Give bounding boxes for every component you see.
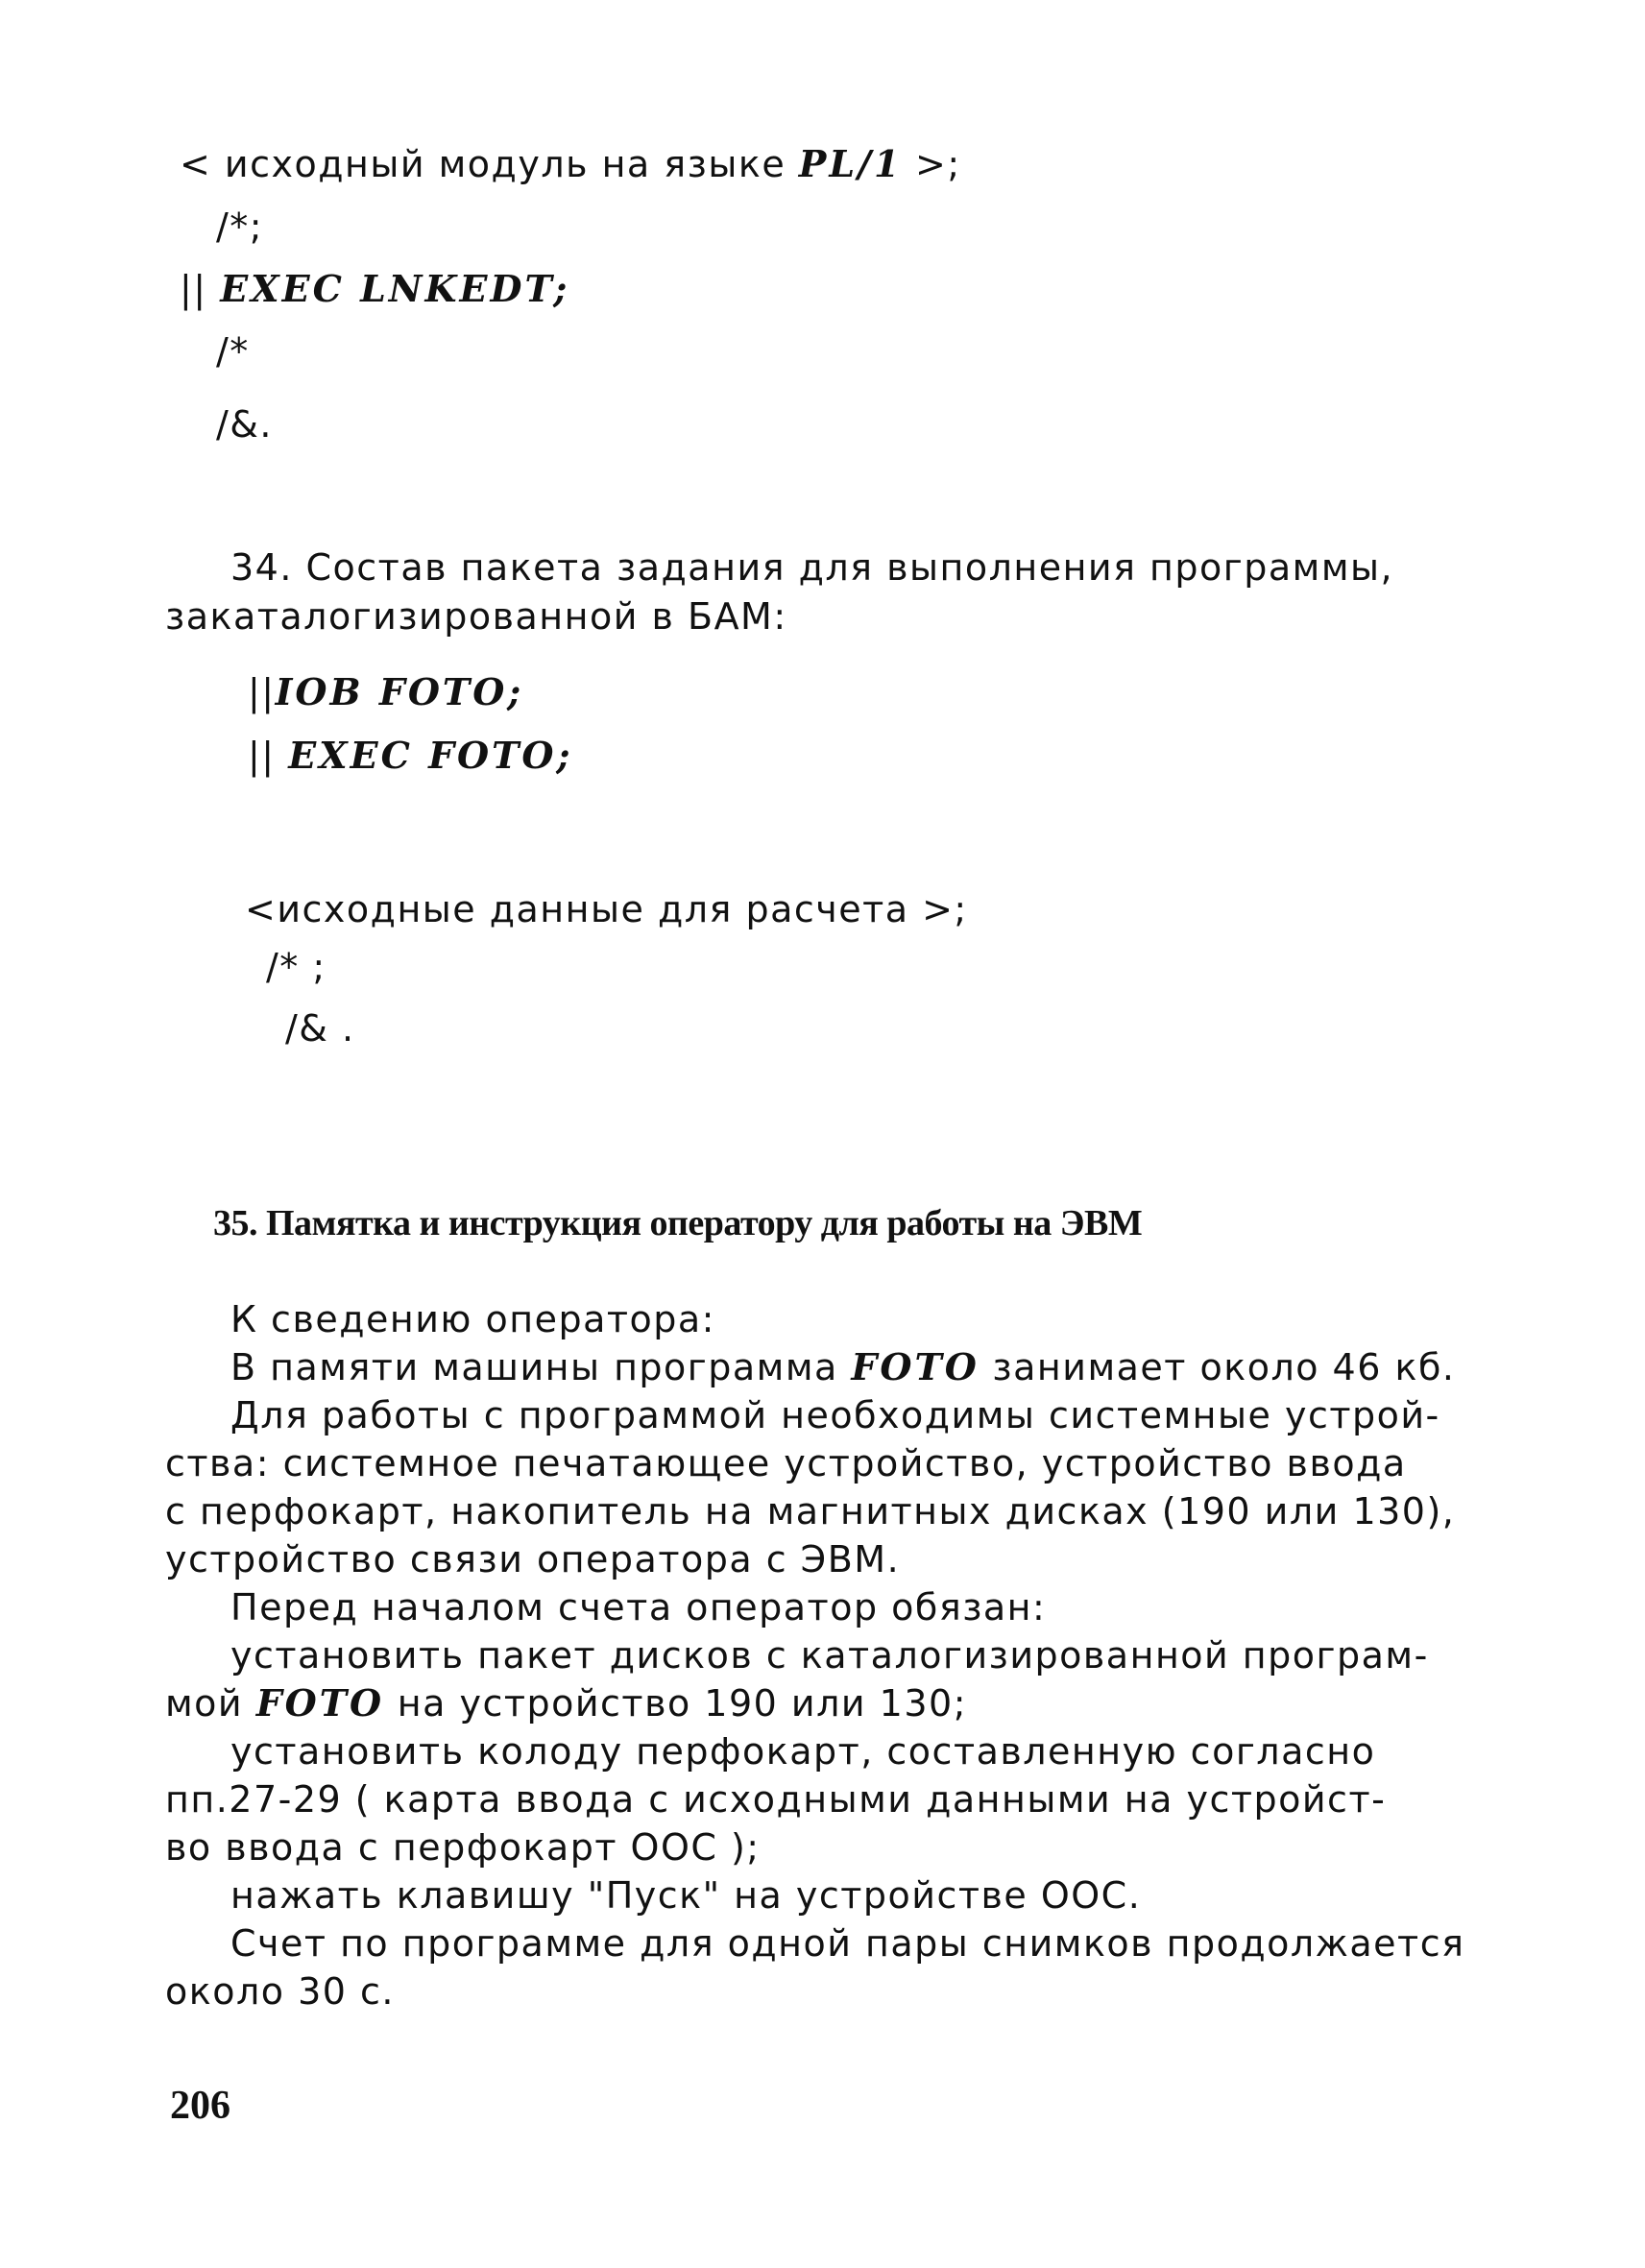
program-name: FOTO: [255, 1681, 385, 1725]
code-line: <исходные данные для расчета >;: [245, 888, 968, 930]
program-name: FOTO: [851, 1345, 980, 1388]
code-line: [180, 267, 570, 310]
code-line: /& .: [285, 1007, 355, 1050]
code-text: ||: [248, 735, 289, 777]
code-text: ||: [180, 268, 221, 310]
code-line: /*: [216, 330, 250, 373]
code-text: < исходный модуль на языке: [180, 143, 799, 185]
paragraph-line: [230, 1345, 1456, 1388]
paragraph-line: около 30 с.: [165, 1970, 395, 2013]
section-35-heading: 35. Памятка и инструкция оператору для работы на ЭВМ: [213, 1203, 1143, 1243]
code-line: /* ;: [266, 946, 327, 988]
paragraph-line: во ввода с перфокарт ООС );: [165, 1826, 761, 1869]
paragraph-line: ства: системное печатающее устройство, устройство ввода: [165, 1442, 1407, 1484]
paragraph-text: В памяти машины программа: [230, 1346, 852, 1388]
paragraph-line: с перфокарт, накопитель на магнитных дисках (190 или 130),: [165, 1490, 1456, 1532]
paragraph-line: [165, 1681, 967, 1725]
paragraph-text: занимает около 46 кб.: [979, 1346, 1456, 1388]
code-line: /*;: [216, 205, 264, 248]
paragraph-line: Перед началом счета оператор обязан:: [230, 1586, 1047, 1629]
code-text: ||: [248, 671, 276, 713]
code-keyword: EXEC FOTO;: [288, 734, 573, 777]
paragraph-text: на устройство 190 или 130;: [384, 1682, 967, 1725]
code-line: /&.: [216, 403, 274, 446]
paragraph-line: установить пакет дисков с каталогизированной програм-: [230, 1634, 1429, 1677]
code-keyword: IOB FOTO;: [275, 670, 524, 713]
code-line: [248, 734, 573, 777]
code-line: [248, 670, 524, 713]
paragraph-line: устройство связи оператора с ЭВМ.: [165, 1538, 901, 1580]
paragraph-line: нажать клавишу "Пуск" на устройстве ООС.: [230, 1874, 1142, 1917]
paragraph-line: К сведению оператора:: [230, 1298, 715, 1340]
paragraph-line: установить колоду перфокарт, составленную согласно: [230, 1730, 1376, 1773]
paragraph-text: мой: [165, 1682, 256, 1725]
code-text: >;: [902, 143, 961, 185]
page-number: 206: [170, 2084, 230, 2128]
code-keyword: PL/1: [798, 142, 903, 185]
paragraph-line: Для работы с программой необходимы системные устрой-: [230, 1394, 1440, 1436]
paragraph-line: пп.27-29 ( карта ввода с исходными данными на устройст-: [165, 1778, 1387, 1821]
section-34-title: закаталогизированной в БАМ:: [165, 595, 787, 638]
paragraph-line: Счет по программе для одной пары снимков продолжается: [230, 1922, 1465, 1965]
code-line: [180, 142, 961, 185]
code-keyword: EXEC LNKEDT;: [220, 267, 570, 310]
section-34-title: 34. Состав пакета задания для выполнения программы,: [230, 546, 1394, 589]
